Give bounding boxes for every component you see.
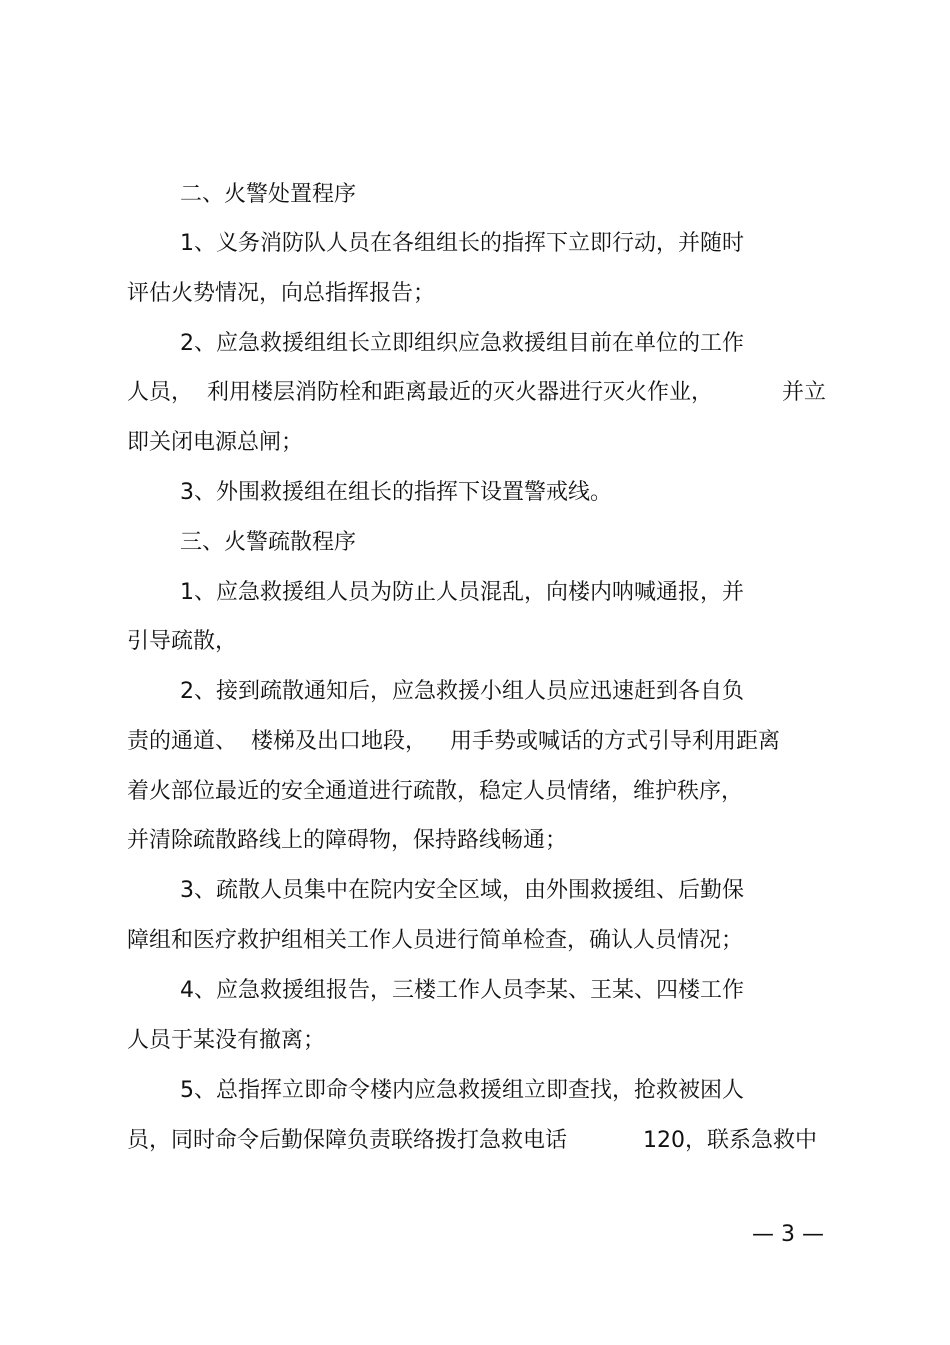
paragraph-line: 并立 (782, 380, 827, 405)
paragraph-line: 人员， 利用楼层消防栓和距离最近的灭火器进行灭火作业， (127, 380, 713, 405)
paragraph-line: 着火部位最近的安全通道进行疏散，稳定人员情绪，维护秩序， (127, 779, 744, 804)
paragraph-line: 障组和医疗救护组相关工作人员进行简单检查，确认人员情况； (127, 928, 744, 953)
paragraph-line: 并清除疏散路线上的障碍物，保持路线畅通； (127, 828, 568, 853)
paragraph-line: 人员于某没有撤离； (127, 1028, 326, 1053)
paragraph-line: 120，联系急救中 (643, 1128, 817, 1153)
paragraph-line: 3、外围救援组在组长的指挥下设置警戒线。 (180, 480, 612, 505)
paragraph-line: 员，同时命令后勤保障负责联络拨打急救电话 (127, 1128, 568, 1153)
paragraph-line: 评估火势情况，向总指挥报告； (127, 281, 436, 306)
paragraph-line: 1、义务消防队人员在各组组长的指挥下立即行动，并随时 (180, 231, 744, 256)
paragraph-line: 引导疏散， (127, 629, 238, 654)
section-heading-fire-evacuation: 三、火警疏散程序 (180, 530, 357, 555)
paragraph-line: 2、应急救援组组长立即组织应急救援组目前在单位的工作 (180, 331, 744, 356)
paragraph-line: 1、应急救援组人员为防止人员混乱，向楼内呐喊通报，并 (180, 580, 744, 605)
paragraph-line: 责的通道、 楼梯及出口地段， (127, 729, 427, 754)
paragraph-line: 即关闭电源总闸； (127, 430, 304, 455)
paragraph-line: 2、接到疏散通知后，应急救援小组人员应迅速赶到各自负 (180, 679, 744, 704)
page-number: — 3 — (752, 1222, 824, 1247)
paragraph-line: 4、应急救援组报告，三楼工作人员李某、王某、四楼工作 (180, 978, 744, 1003)
paragraph-line: 用手势或喊话的方式引导利用距离 (450, 729, 781, 754)
paragraph-line: 5、总指挥立即命令楼内应急救援组立即查找，抢救被困人 (180, 1078, 744, 1103)
section-heading-fire-handling: 二、火警处置程序 (180, 182, 357, 207)
paragraph-line: 3、疏散人员集中在院内安全区域，由外围救援组、后勤保 (180, 878, 744, 903)
